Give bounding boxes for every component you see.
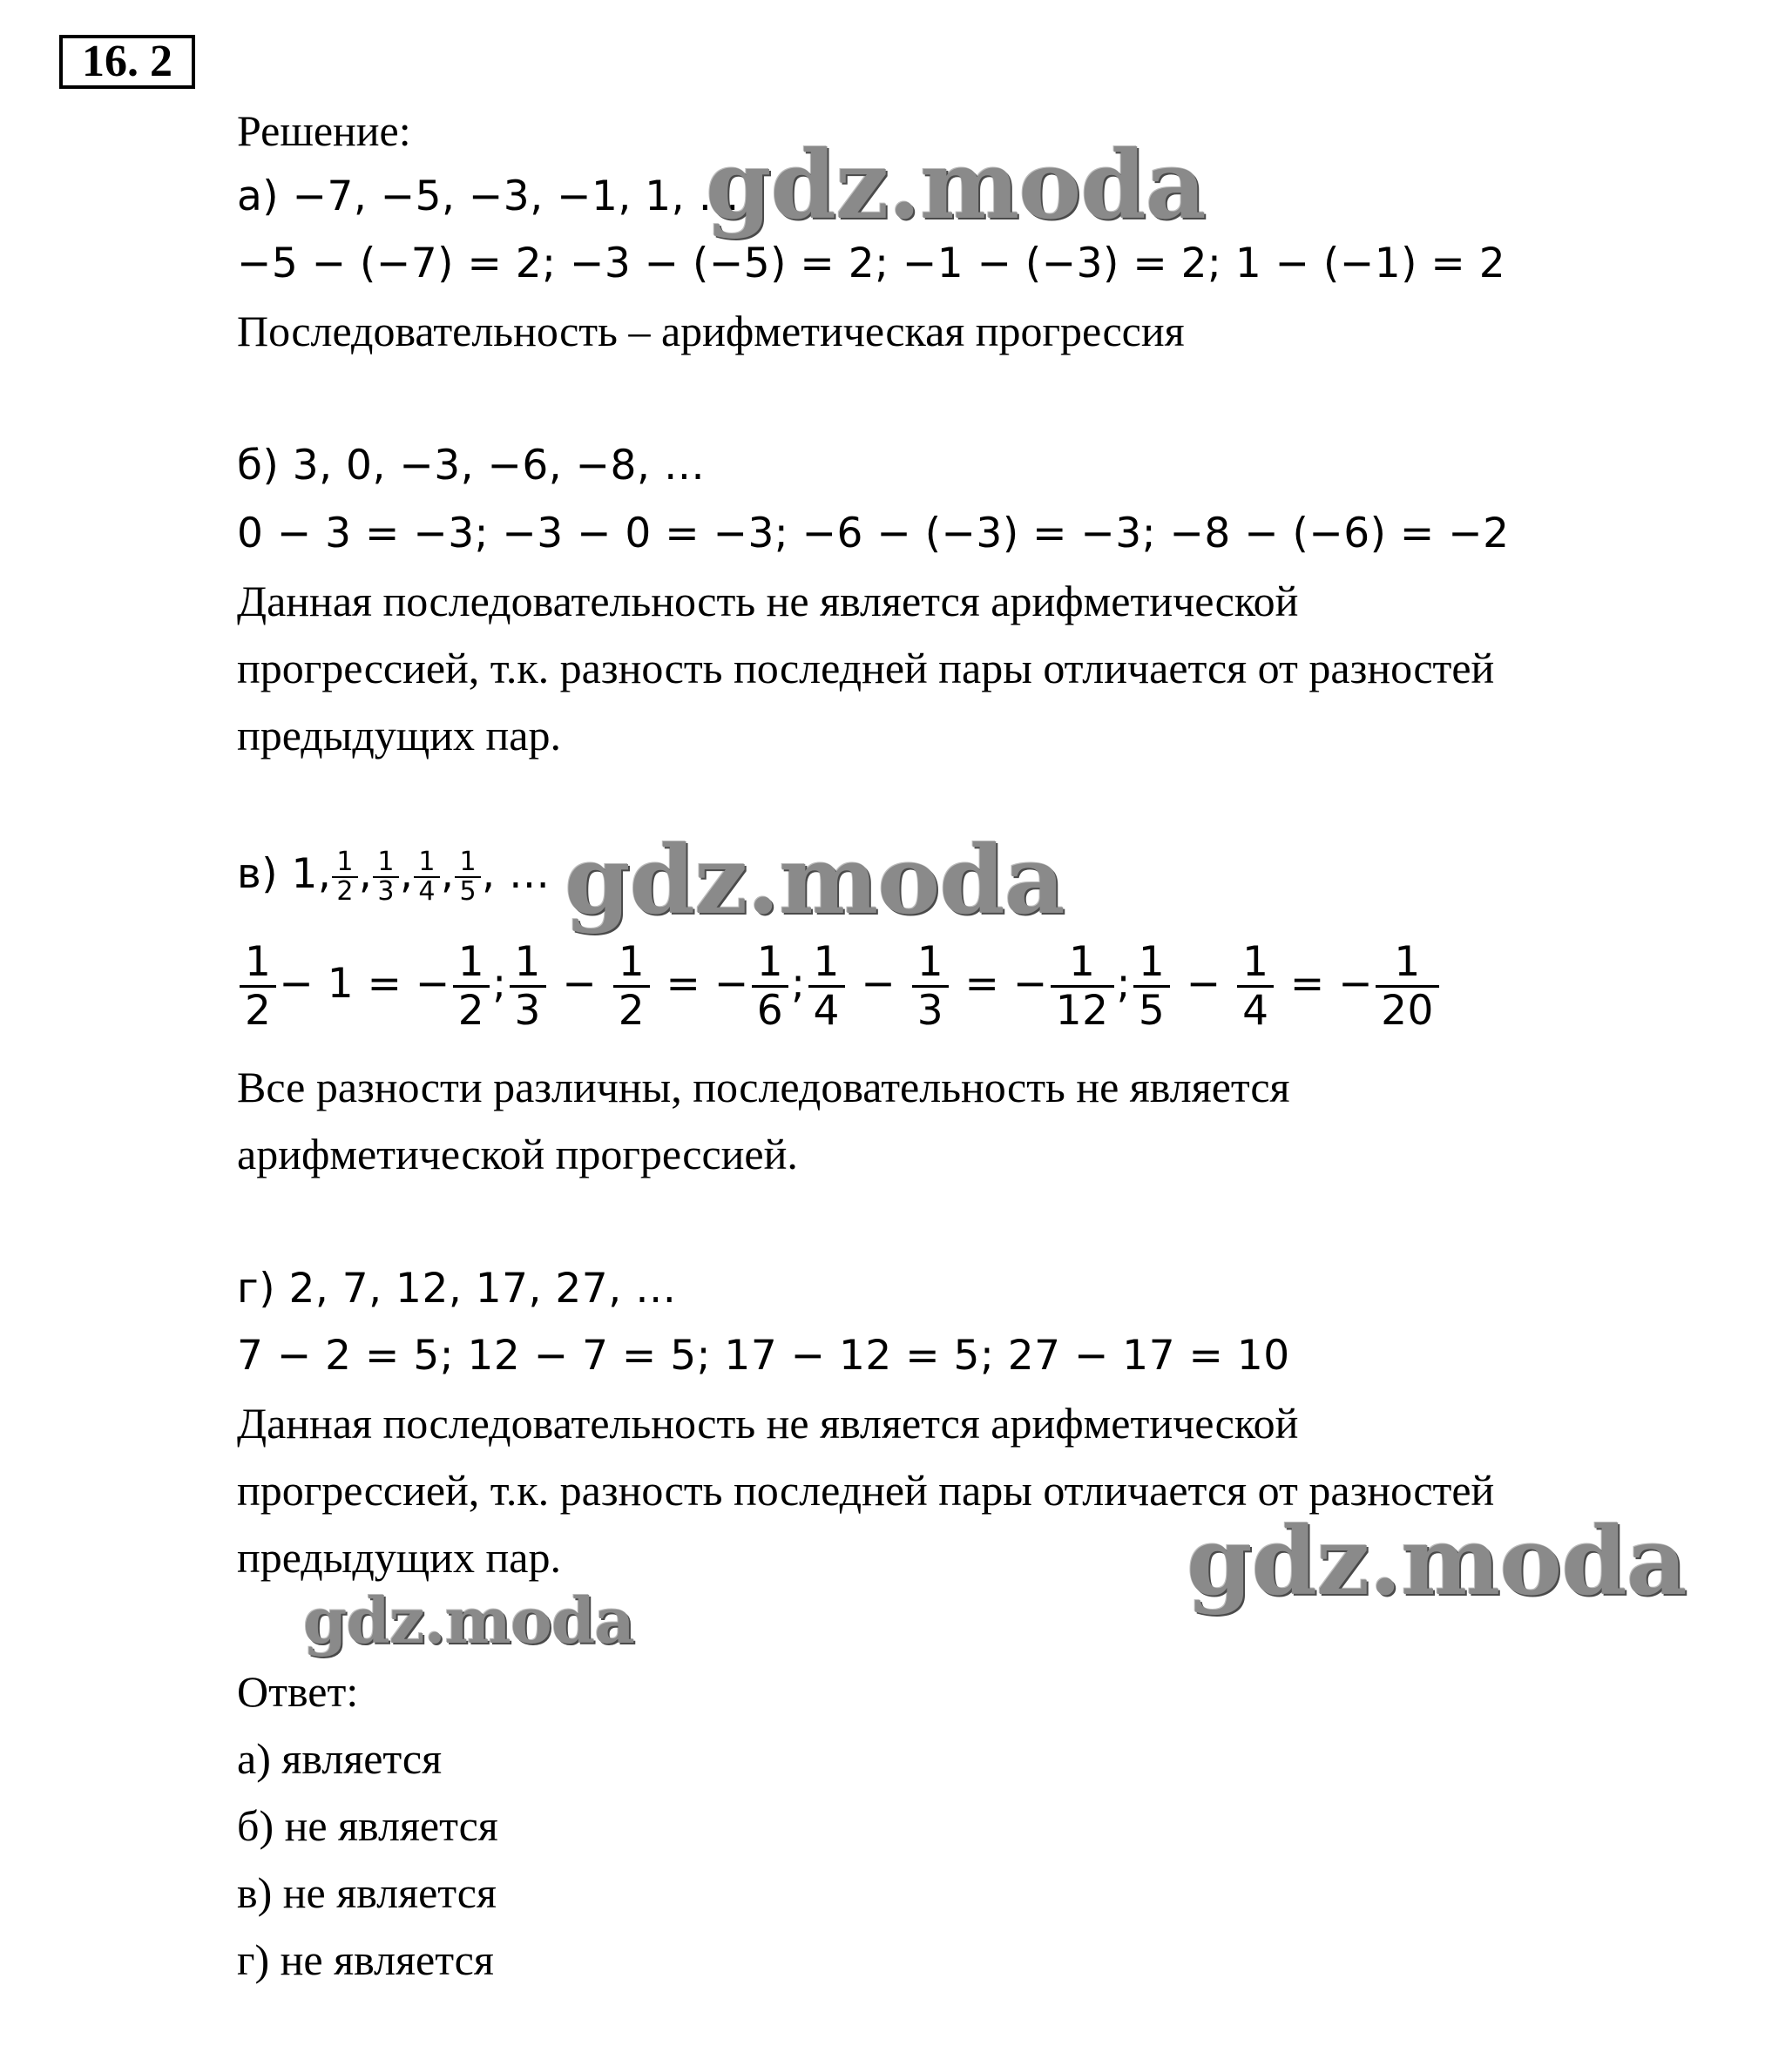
answer-b: б) не является	[237, 1801, 498, 1850]
fraction: $\frac{1}{20}$	[1376, 939, 1439, 1035]
part-a-conclusion: Последовательность – арифметическая прогрессия	[237, 307, 1185, 355]
fraction: $\frac{1}{5}$	[1133, 939, 1170, 1035]
part-g-differences: 7 − 2 = 5; 12 − 7 = 5; 17 − 12 = 5; 27 − 17 = 10	[237, 1332, 1290, 1380]
part-g-conclusion-line-1: Данная последовательность не является арифметической	[237, 1399, 1299, 1448]
fraction: $\frac{1}{12}$	[1051, 939, 1114, 1035]
fraction: $\frac{1}{4}$	[414, 848, 440, 905]
part-v-conclusion-line-1: Все разности различны, последовательность не является	[237, 1063, 1290, 1111]
fraction: $\frac{1}{2}$	[613, 939, 650, 1035]
part-v-sequence: в) 1, $\frac{1}{2}$ , $\frac{1}{3}$ , $\frac{1}{4}$ , $\frac{1}{5}$ , …	[237, 847, 551, 907]
answer-label: Ответ:	[237, 1667, 359, 1716]
answer-a: а) является	[237, 1734, 443, 1783]
fraction: $\frac{1}{4}$	[808, 939, 845, 1035]
part-a-differences: −5 − (−7) = 2; −3 − (−5) = 2; −1 − (−3) = 2; 1 − (−1) = 2	[237, 240, 1506, 287]
part-g-conclusion-line-3: предыдущих пар.	[237, 1533, 561, 1582]
answer-g: г) не является	[237, 1935, 494, 1984]
fraction: $\frac{1}{3}$	[373, 848, 399, 905]
fraction: $\frac{1}{3}$	[912, 939, 949, 1035]
fraction: $\frac{1}{2}$	[332, 848, 358, 905]
fraction: $\frac{1}{5}$	[455, 848, 481, 905]
watermark: gdz.moda	[565, 826, 1065, 935]
fraction: $\frac{1}{6}$	[752, 939, 788, 1035]
part-b-differences: 0 − 3 = −3; −3 − 0 = −3; −6 − (−3) = −3; −8 − (−6) = −2	[237, 510, 1510, 557]
part-b-sequence: б) 3, 0, −3, −6, −8, …	[237, 442, 706, 489]
problem-number: 16. 2	[59, 35, 195, 89]
part-v-tail: , …	[482, 850, 551, 898]
watermark: gdz.moda	[706, 131, 1206, 240]
part-b-conclusion-line-1: Данная последовательность не является арифметической	[237, 577, 1299, 625]
fraction: $\frac{1}{4}$	[1237, 939, 1274, 1035]
watermark: gdz.moda	[303, 1583, 634, 1658]
part-b-conclusion-line-2: прогрессией, т.к. разность последней пары отличается от разностей	[237, 644, 1495, 692]
part-v-differences: $\frac{1}{2}$ − 1 = − $\frac{1}{2}$ ; $\frac{1}{3}$ − $\frac{1}{2}$ = − $\frac{1}{6}$ ; $\frac{1}{4}$ − $\frac{1}{3}$ = − $\frac{1}{12}$ ; $\frac{1}{5}$ − $\frac{1}{4}$ = − $\frac{1}{20}$	[237, 936, 1442, 1034]
part-v-conclusion-line-2: арифметической прогрессией.	[237, 1130, 798, 1178]
part-g-sequence: г) 2, 7, 12, 17, 27, …	[237, 1265, 677, 1313]
solution-label: Решение:	[237, 106, 411, 155]
part-v-prefix: в) 1,	[237, 850, 332, 898]
part-b-conclusion-line-3: предыдущих пар.	[237, 711, 561, 760]
part-a-sequence: а) −7, −5, −3, −1, 1, …	[237, 172, 740, 220]
watermark: gdz.moda	[1187, 1507, 1687, 1617]
part-g-conclusion-line-2: прогрессией, т.к. разность последней пары отличается от разностей	[237, 1466, 1495, 1515]
fraction: $\frac{1}{2}$	[453, 939, 490, 1035]
answer-v: в) не является	[237, 1868, 497, 1917]
fraction: $\frac{1}{3}$	[510, 939, 546, 1035]
fraction: $\frac{1}{2}$	[240, 939, 276, 1035]
